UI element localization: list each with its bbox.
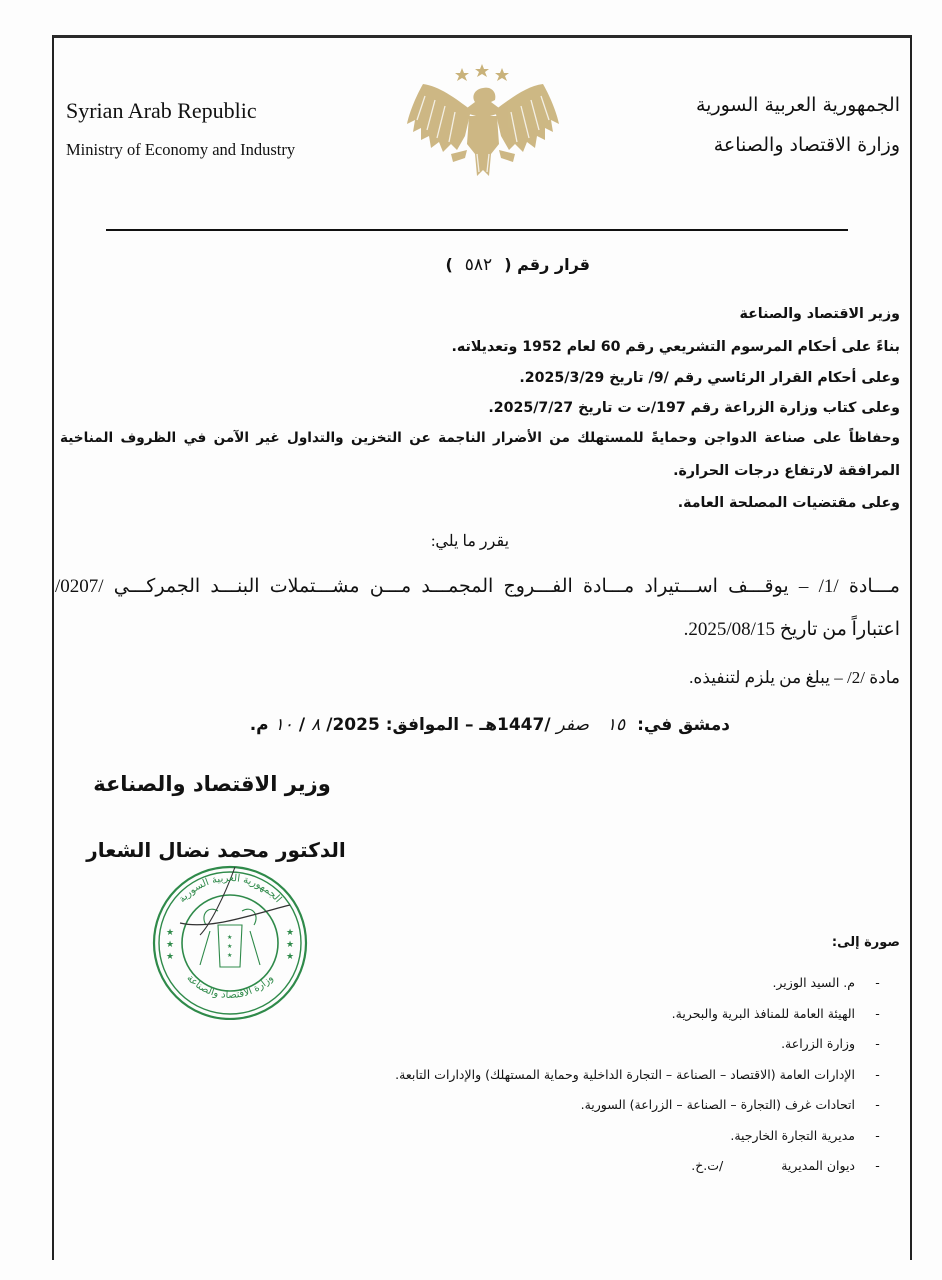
list-item	[280, 1006, 900, 1037]
greg-day-handwritten: ١٠	[274, 715, 293, 735]
hijri-day-handwritten: ١٥	[606, 715, 626, 735]
greg-year: /2025م.	[249, 715, 380, 735]
greg-month-handwritten: ٨	[311, 715, 321, 735]
preamble-line: وعلى مقتضيات المصلحة العامة.	[677, 495, 900, 511]
header-divider	[106, 229, 848, 231]
preamble-line: المرافقة لارتفاع درجات الحرارة.	[673, 463, 900, 479]
header-ministry-en: Ministry of Economy and Industry	[66, 140, 296, 159]
bullet-dash: -	[875, 1097, 880, 1112]
header-country-ar: الجمهورية العربية السورية	[695, 94, 900, 116]
signatory-name: الدكتور محمد نضال الشعار	[86, 838, 346, 862]
article-1: مـــادة /1/ – يوقـــف اســـتيراد مـــادة الفـــروج المجمـــد مـــن مشـــتملات البنـــد الجمركـــي /0207/	[55, 576, 900, 597]
svg-text:★: ★	[286, 952, 295, 962]
decision-number-line	[380, 255, 590, 275]
list-item-text: وزارة الزراعة.	[781, 1036, 855, 1051]
bullet-dash: -	[875, 1127, 880, 1143]
stamp-text-bottom: وزارة الاقتصاد والصناعة	[184, 972, 276, 1002]
bullet-dash: -	[875, 1066, 880, 1082]
article-1-continued: اعتباراً من تاريخ 2025/08/15.	[683, 619, 900, 640]
svg-text:★: ★	[227, 952, 233, 959]
header-country-en: Syrian Arab Republic	[66, 98, 257, 123]
eagle-emblem-icon	[405, 58, 565, 183]
svg-text:★: ★	[227, 943, 233, 950]
list-item-text: اتحادات غرف (التجارة – الصناعة – الزراعة) السورية.	[580, 1097, 855, 1112]
preamble-line: بناءً على أحكام المرسوم التشريعي رقم 60 لعام 1952 وتعديلاته.	[451, 339, 900, 355]
list-item	[280, 1128, 900, 1159]
svg-text:★: ★	[227, 934, 233, 941]
copies-to-heading: صورة إلى:	[831, 935, 900, 950]
svg-text:★: ★	[166, 940, 175, 950]
hijri-year: /1447هـ – الموافق:	[385, 715, 551, 735]
preamble-line: وعلى أحكام القرار الرئاسي رقم /9/ تاريخ 2025/3/29.	[519, 370, 900, 386]
list-item	[280, 1158, 900, 1189]
preamble-line: وعلى كتاب وزارة الزراعة رقم 197/ت ت تاريخ 2025/7/27.	[488, 400, 900, 416]
list-item	[280, 1097, 900, 1128]
list-item-text: مديرية التجارة الخارجية.	[730, 1127, 855, 1143]
decides-heading: يقرر ما يلي:	[430, 533, 510, 550]
list-item-text: الإدارات العامة (الاقتصاد – الصناعة – التجارة الداخلية وحماية المستهلك) والإدارات التابعة.	[395, 1066, 855, 1082]
bullet-dash: -	[875, 1005, 880, 1021]
article-2: مادة /2/ – يبلغ من يلزم لتنفيذه.	[689, 668, 900, 687]
date-prefix: دمشق في:	[637, 715, 730, 735]
preamble-line: وحفاظاً على صناعة الدواجن وحمايةً للمستهلك من الأضرار الناجمة عن التخزين والتداول غير الآمن في الظروف المناخية	[60, 430, 900, 446]
decision-label: قرار رقم (	[504, 255, 590, 274]
list-item	[280, 1036, 900, 1067]
emblem-stars	[455, 64, 509, 81]
hijri-month-handwritten: صفر	[556, 715, 589, 735]
bullet-dash: -	[875, 1158, 880, 1173]
list-item-text: م. السيد الوزير.	[772, 975, 855, 990]
list-item-suffix: /ت.خ.	[691, 1158, 724, 1173]
svg-text:★: ★	[286, 928, 295, 938]
date-separator: /	[298, 715, 306, 735]
decision-number-handwritten: ٥٨٢	[464, 255, 493, 275]
svg-text:★: ★	[286, 940, 295, 950]
copies-to-list	[280, 975, 900, 1189]
bullet-dash: -	[875, 975, 880, 990]
date-line	[230, 715, 730, 735]
bullet-dash: -	[875, 1036, 880, 1051]
svg-text:★: ★	[166, 952, 175, 962]
list-item-text: الهيئة العامة للمنافذ البرية والبحرية.	[671, 1005, 855, 1021]
decision-close: )	[445, 255, 453, 274]
list-item	[280, 1067, 900, 1098]
minister-heading: وزير الاقتصاد والصناعة	[739, 306, 900, 322]
svg-text:★: ★	[166, 928, 175, 938]
list-item	[280, 975, 900, 1006]
signature-title: وزير الاقتصاد والصناعة	[93, 772, 331, 796]
header-ministry-ar: وزارة الاقتصاد والصناعة	[713, 134, 900, 156]
stamp-text-top: الجمهورية العربية السورية	[176, 872, 284, 905]
list-item-text: ديوان المديرية	[781, 1158, 855, 1173]
